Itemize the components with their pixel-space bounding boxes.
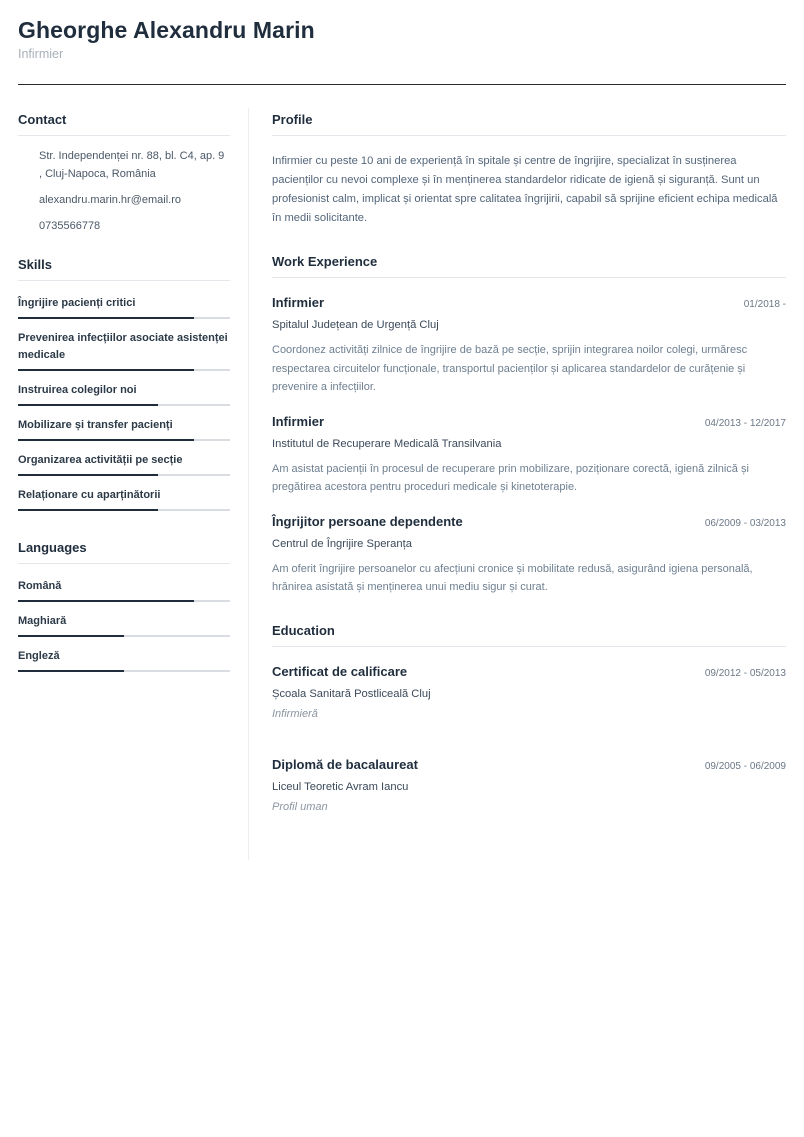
spacer — [272, 228, 786, 250]
skill-item — [18, 448, 230, 476]
education-heading: Education — [272, 619, 786, 647]
skill-item-level-fill — [18, 439, 194, 441]
left-column — [18, 108, 230, 679]
skill-item-label: Îngrijire pacienți critici — [18, 297, 136, 309]
entry-date: 06/2009 - 03/2013 — [704, 517, 786, 529]
education-entry — [272, 756, 786, 815]
language-item-label: Română — [18, 580, 62, 592]
entry-subtitle: Infirmieră — [272, 707, 318, 720]
work-entry — [272, 294, 786, 397]
skill-item — [18, 291, 230, 319]
skill-item-level-bar — [18, 369, 230, 371]
entry-title: Diplomă de bacalaureat — [272, 756, 418, 772]
skill-item — [18, 413, 230, 441]
skill-item-label: Relaționare cu aparținătorii — [18, 489, 161, 501]
entry-organization: Spitalul Județean de Urgență Cluj — [272, 319, 439, 331]
spacer — [18, 518, 230, 536]
profile-text: Infirmier cu peste 10 ani de experiență în spitale și centre de îngrijire, specializat în susținerea pacienților cu nevoi complexe și în menținerea standardelor ridicate de igienă și siguranță. Sunt un profesionist calm, implicat și orientat spre calitatea îngrijirii, capabil să sprijine eficient echipa medicală în medii solicitante. — [272, 155, 778, 224]
spacer — [272, 597, 786, 619]
languages-list — [18, 574, 230, 672]
skill-item-level-fill — [18, 369, 194, 371]
entry-header — [272, 413, 786, 431]
entry-date: 09/2005 - 06/2009 — [704, 760, 786, 772]
skill-item-level-fill — [18, 474, 158, 476]
language-item-level-bar — [18, 670, 230, 672]
entry-organization: Institutul de Recuperare Medicală Transilvania — [272, 437, 502, 450]
spacer — [18, 243, 230, 253]
skill-item — [18, 326, 230, 371]
entry-date: 01/2018 - — [743, 299, 786, 310]
language-item — [18, 574, 230, 602]
language-item-level-bar — [18, 600, 230, 602]
entry-date: 04/2013 - 12/2017 — [704, 417, 786, 429]
entry-description: Coordonez activități zilnice de îngrijire de bază pe secție, sprijin integrarea noilor colegi, urmăresc respectarea circuitelor funcționale, transportul pacienților și aplicarea standardelor de curățenie și prevenire a infecțiilor. — [272, 344, 748, 393]
entry-title: Infirmier — [272, 295, 325, 310]
job-title: Infirmier — [18, 47, 64, 61]
contact-phone[interactable]: 0735566778 — [39, 220, 101, 232]
entry-description: Am asistat pacienții în procesul de recuperare prin mobilizare, poziționare corectă, igienă zilnică și pregătirea acestora pentru proceduri medicale și kinetoterapie. — [272, 462, 749, 493]
skill-item — [18, 378, 230, 406]
entry-title: Certificat de calificare — [272, 663, 408, 679]
language-item — [18, 644, 230, 672]
skill-item-level-bar — [18, 509, 230, 511]
entry-header — [272, 663, 786, 681]
language-item-level-fill — [18, 670, 124, 672]
skill-item-level-bar — [18, 439, 230, 441]
education-list — [272, 663, 786, 815]
language-item-label: Maghiară — [18, 615, 67, 627]
work-entry — [272, 513, 786, 597]
entry-title: Îngrijitor persoane dependente — [272, 513, 463, 529]
skill-item-level-bar — [18, 404, 230, 406]
work-entry — [272, 413, 786, 497]
column-divider — [248, 108, 249, 860]
skills-heading: Skills — [18, 253, 230, 281]
contact-address: Str. Independenței nr. 88, bl. C4, ap. 9 , Cluj-Napoca, România — [39, 150, 225, 180]
skill-item-label: Instruirea colegilor noi — [18, 384, 137, 396]
skills-list — [18, 291, 230, 511]
skill-item-level-fill — [18, 317, 194, 319]
language-item-level-fill — [18, 635, 124, 637]
skill-item-label: Mobilizare și transfer pacienți — [18, 419, 173, 431]
entry-organization: Școala Sanitară Postliceală Cluj — [272, 687, 431, 700]
work-list — [272, 294, 786, 597]
skill-item-level-fill — [18, 404, 158, 406]
skill-item — [18, 483, 230, 511]
entry-title: Infirmier — [272, 413, 325, 429]
work-heading: Work Experience — [272, 250, 786, 278]
entry-subtitle: Profil uman — [272, 800, 328, 813]
skill-item-level-bar — [18, 474, 230, 476]
skill-item-label: Organizarea activității pe secție — [18, 454, 183, 466]
language-item — [18, 609, 230, 637]
profile-heading: Profile — [272, 108, 786, 136]
candidate-name: Gheorghe Alexandru Marin — [18, 17, 315, 43]
contact-list — [18, 147, 230, 235]
entry-header — [272, 756, 786, 774]
languages-heading: Languages — [18, 536, 230, 564]
entry-header — [272, 513, 786, 531]
contact-email[interactable]: alexandru.marin.hr@email.ro — [39, 194, 182, 206]
entry-header — [272, 294, 786, 312]
contact-heading: Contact — [18, 108, 230, 136]
entry-organization: Centrul de Îngrijire Speranța — [272, 537, 412, 550]
entry-date: 09/2012 - 05/2013 — [704, 667, 786, 679]
language-item-level-bar — [18, 635, 230, 637]
resume-header — [18, 14, 786, 61]
language-item-label: Engleză — [18, 650, 60, 662]
right-column — [272, 108, 786, 815]
skill-item-level-bar — [18, 317, 230, 319]
skill-item-label: Prevenirea infecțiilor asociate asistenței medicale — [18, 332, 228, 361]
language-item-level-fill — [18, 600, 194, 602]
entry-organization: Liceul Teoretic Avram Iancu — [272, 780, 409, 793]
entry-description: Am oferit îngrijire persoanelor cu afecțiuni cronice și mobilitate redusă, asigurând igiena personală, hrănirea asistată și menținerea unui mediu sigur și curat. — [272, 562, 753, 593]
skill-item-level-fill — [18, 509, 158, 511]
education-entry — [272, 663, 786, 722]
header-divider — [18, 84, 786, 85]
